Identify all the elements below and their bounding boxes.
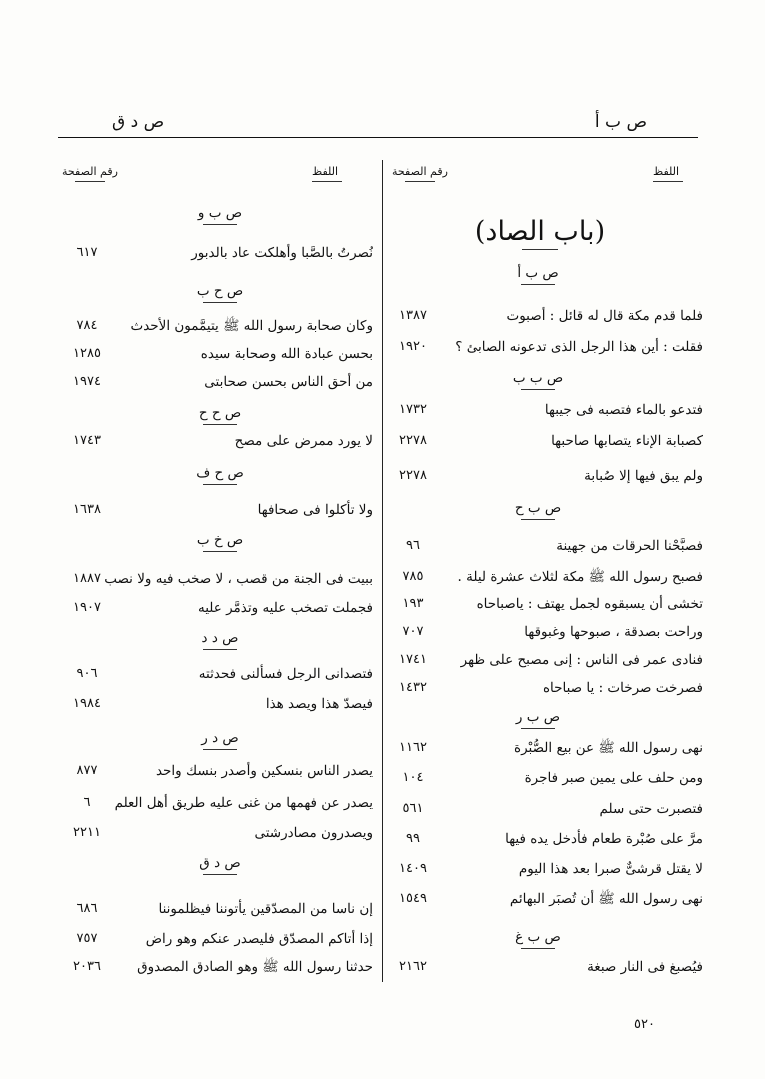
entry-phrase: وكان صحابة رسول الله ﷺ يتيمَّمون الأحدث bbox=[130, 318, 373, 334]
left-page-header: رقم الصفحة bbox=[62, 165, 118, 182]
entry-page-number: ١٩٢٠ bbox=[399, 339, 427, 354]
index-entry bbox=[0, 928, 765, 950]
index-entry bbox=[0, 760, 765, 782]
entry-phrase: فتصبرت حتى سلم bbox=[599, 801, 703, 817]
entry-page-number: ٢٢٧٨ bbox=[399, 468, 427, 483]
entry-phrase: إن ناسا من المصدّقين يأتوننا فيظلموننا bbox=[158, 901, 373, 917]
entry-phrase: لا يقتل قرشىٌّ صبرا بعد هذا اليوم bbox=[518, 861, 703, 877]
entry-phrase: نهى رسول الله ﷺ أن تُصبَر البهائم bbox=[509, 891, 703, 907]
entry-phrase: فتصدانى الرجل فسألنى فحدثته bbox=[198, 666, 373, 682]
entry-phrase: فنادى عمر فى الناس : إنى مصبح على ظهر bbox=[460, 652, 703, 668]
entry-phrase: فيُصبغ فى النار صبغة bbox=[587, 959, 703, 975]
entry-phrase: تخشى أن يسبقوه لجمل يهتف : ياصباحاه bbox=[476, 596, 703, 612]
section-heading bbox=[0, 727, 765, 749]
entry-phrase: وراحت بصدقة ، صبوحها وغبوقها bbox=[524, 624, 703, 640]
entry-phrase: نهى رسول الله ﷺ عن بيع الصُّبْرة bbox=[514, 740, 703, 756]
section-root-label: ص د د bbox=[201, 630, 239, 646]
entry-page-number: ١٧٣٢ bbox=[399, 402, 427, 417]
right-page-header: رقم الصفحة bbox=[392, 165, 448, 182]
entry-page-number: ١٢٨٥ bbox=[73, 346, 101, 361]
entry-page-number: ١٤٠٩ bbox=[399, 861, 427, 876]
section-heading bbox=[0, 529, 765, 551]
section-root-label: ص ب و bbox=[197, 205, 243, 221]
entry-page-number: ١٩٨٤ bbox=[73, 696, 101, 711]
entry-page-number: ٩٩ bbox=[406, 831, 420, 846]
index-entry bbox=[0, 693, 765, 715]
section-root-label: ص ب ب bbox=[512, 370, 564, 386]
entry-page-number: ٧٠٧ bbox=[402, 624, 424, 639]
entry-page-number: ١٦٣٨ bbox=[73, 502, 101, 517]
index-entry bbox=[0, 343, 765, 365]
section-root-label: ص ب ح bbox=[514, 500, 562, 516]
section-root-label: ص ب ر bbox=[515, 709, 561, 725]
entry-phrase: ولم يبق فيها إلا صُبابة bbox=[584, 468, 703, 484]
entry-page-number: ١١٦٢ bbox=[399, 740, 427, 755]
entry-phrase: ولا تأكلوا فى صحافها bbox=[257, 502, 373, 518]
running-head-left: ص د ق bbox=[112, 112, 165, 132]
index-entry bbox=[0, 663, 765, 685]
section-root-label: ص ح ب bbox=[196, 283, 244, 299]
entry-page-number: ٦ bbox=[83, 795, 91, 810]
entry-page-number: ١٩٧٤ bbox=[73, 374, 101, 389]
entry-page-number: ٢٠٣٦ bbox=[73, 959, 101, 974]
section-root-label: ص ب أ bbox=[517, 265, 559, 281]
entry-page-number: ٢٢٧٨ bbox=[399, 433, 427, 448]
index-entry bbox=[0, 371, 765, 393]
entry-phrase: فيصدّ هذا ويصد هذا bbox=[265, 696, 373, 712]
section-heading bbox=[0, 402, 765, 424]
running-head-right: ص ب أ bbox=[594, 112, 647, 132]
entry-page-number: ٨٧٧ bbox=[76, 763, 98, 778]
entry-phrase: فتدعو بالماء فتصبه فى جيبها bbox=[544, 402, 703, 418]
index-entry bbox=[0, 597, 765, 619]
index-entry bbox=[0, 568, 765, 590]
index-entry bbox=[0, 898, 765, 920]
entry-page-number: ١٤٣٢ bbox=[399, 680, 427, 695]
section-root-label: ص ح ح bbox=[198, 405, 242, 421]
entry-phrase: فصرخت صرخات : يا صباحاه bbox=[542, 680, 703, 696]
section-heading bbox=[0, 462, 765, 484]
entry-phrase: ويصدرون مصادرشتى bbox=[254, 825, 373, 841]
entry-page-number: ١٧٤٣ bbox=[73, 433, 101, 448]
section-root-label: ص خ ب bbox=[196, 532, 244, 548]
entry-page-number: ٩٦ bbox=[406, 538, 420, 553]
entry-phrase: فلما قدم مكة قال له قائل : أصبوت bbox=[506, 308, 703, 324]
index-entry bbox=[0, 499, 765, 521]
entry-page-number: ٦١٧ bbox=[76, 245, 98, 260]
entry-page-number: ١٣٨٧ bbox=[399, 308, 427, 323]
section-heading bbox=[0, 852, 765, 874]
entry-phrase: ببيت فى الجنة من قصب ، لا صخب فيه ولا نصب bbox=[104, 571, 373, 587]
left-word-header: اللفظ bbox=[312, 165, 342, 182]
entry-phrase: من أحق الناس بحسن صحابتى bbox=[204, 374, 373, 390]
entry-phrase: لا يورد ممرض على مصح bbox=[234, 433, 373, 449]
entry-page-number: ١٧٤١ bbox=[399, 652, 427, 667]
entry-page-number: ٢٢١١ bbox=[73, 825, 101, 840]
entry-phrase: حدثنا رسول الله ﷺ وهو الصادق المصدوق bbox=[137, 959, 373, 975]
entry-phrase: مرَّ على صُبْرة طعام فأدخل يده فيها bbox=[505, 831, 703, 847]
section-root-label: ص ح ف bbox=[196, 465, 244, 481]
entry-phrase: نُصرتُ بالصَّبا وأهلكت عاد بالدبور bbox=[191, 245, 373, 261]
header-rule bbox=[58, 137, 698, 138]
entry-phrase: بحسن عبادة الله وصحابة سيده bbox=[200, 346, 373, 362]
entry-phrase: يصدر الناس بنسكين وأصدر بنسك واحد bbox=[155, 763, 373, 779]
section-heading bbox=[0, 627, 765, 649]
entry-page-number: ٢١٦٢ bbox=[399, 959, 427, 974]
index-entry bbox=[0, 315, 765, 337]
entry-phrase: إذا أتاكم المصدّق فليصدر عنكم وهو راض bbox=[145, 931, 373, 947]
entry-page-number: ١٨٨٧ bbox=[73, 571, 101, 586]
entry-page-number: ١٩٠٧ bbox=[73, 600, 101, 615]
entry-page-number: ٦٨٦ bbox=[76, 901, 98, 916]
section-root-label: ص ب غ bbox=[515, 929, 561, 945]
page-number: ٥٢٠ bbox=[634, 1017, 655, 1032]
index-entry bbox=[0, 956, 765, 978]
section-heading bbox=[0, 280, 765, 302]
entry-phrase: فصبح رسول الله ﷺ مكة لثلاث عشرة ليلة . bbox=[457, 569, 703, 585]
entry-phrase: كصبابة الإناء يتصابها صاحبها bbox=[551, 433, 703, 449]
entry-phrase: فقلت : أين هذا الرجل الذى تدعونه الصابئ ؟ bbox=[455, 339, 703, 355]
index-entry bbox=[0, 792, 765, 814]
chapter-title: (باب الصاد) bbox=[470, 216, 610, 250]
entry-page-number: ١٥٤٩ bbox=[399, 891, 427, 906]
entry-phrase: فصبَّحْنا الحرقات من جهينة bbox=[556, 538, 703, 554]
section-heading bbox=[0, 202, 765, 224]
entry-page-number: ٧٨٤ bbox=[76, 318, 98, 333]
entry-page-number: ٩٠٦ bbox=[76, 666, 98, 681]
index-entry bbox=[0, 242, 765, 264]
entry-phrase: ومن حلف على يمين صبر فاجرة bbox=[524, 770, 703, 786]
entry-phrase: فجملت تصخب عليه وتذمَّر عليه bbox=[197, 600, 373, 616]
index-entry bbox=[0, 430, 765, 452]
entry-page-number: ٧٨٥ bbox=[402, 569, 424, 584]
section-root-label: ص د ق bbox=[199, 855, 241, 871]
entry-page-number: ٧٥٧ bbox=[76, 931, 98, 946]
right-word-header: اللفظ bbox=[653, 165, 683, 182]
entry-page-number: ٥٦١ bbox=[402, 801, 424, 816]
index-entry bbox=[0, 822, 765, 844]
entry-page-number: ١٩٣ bbox=[402, 596, 424, 611]
entry-page-number: ١٠٤ bbox=[402, 770, 424, 785]
section-root-label: ص د ر bbox=[201, 730, 239, 746]
entry-phrase: يصدر عن فهمها من غنى عليه طريق أهل العلم bbox=[114, 795, 373, 811]
